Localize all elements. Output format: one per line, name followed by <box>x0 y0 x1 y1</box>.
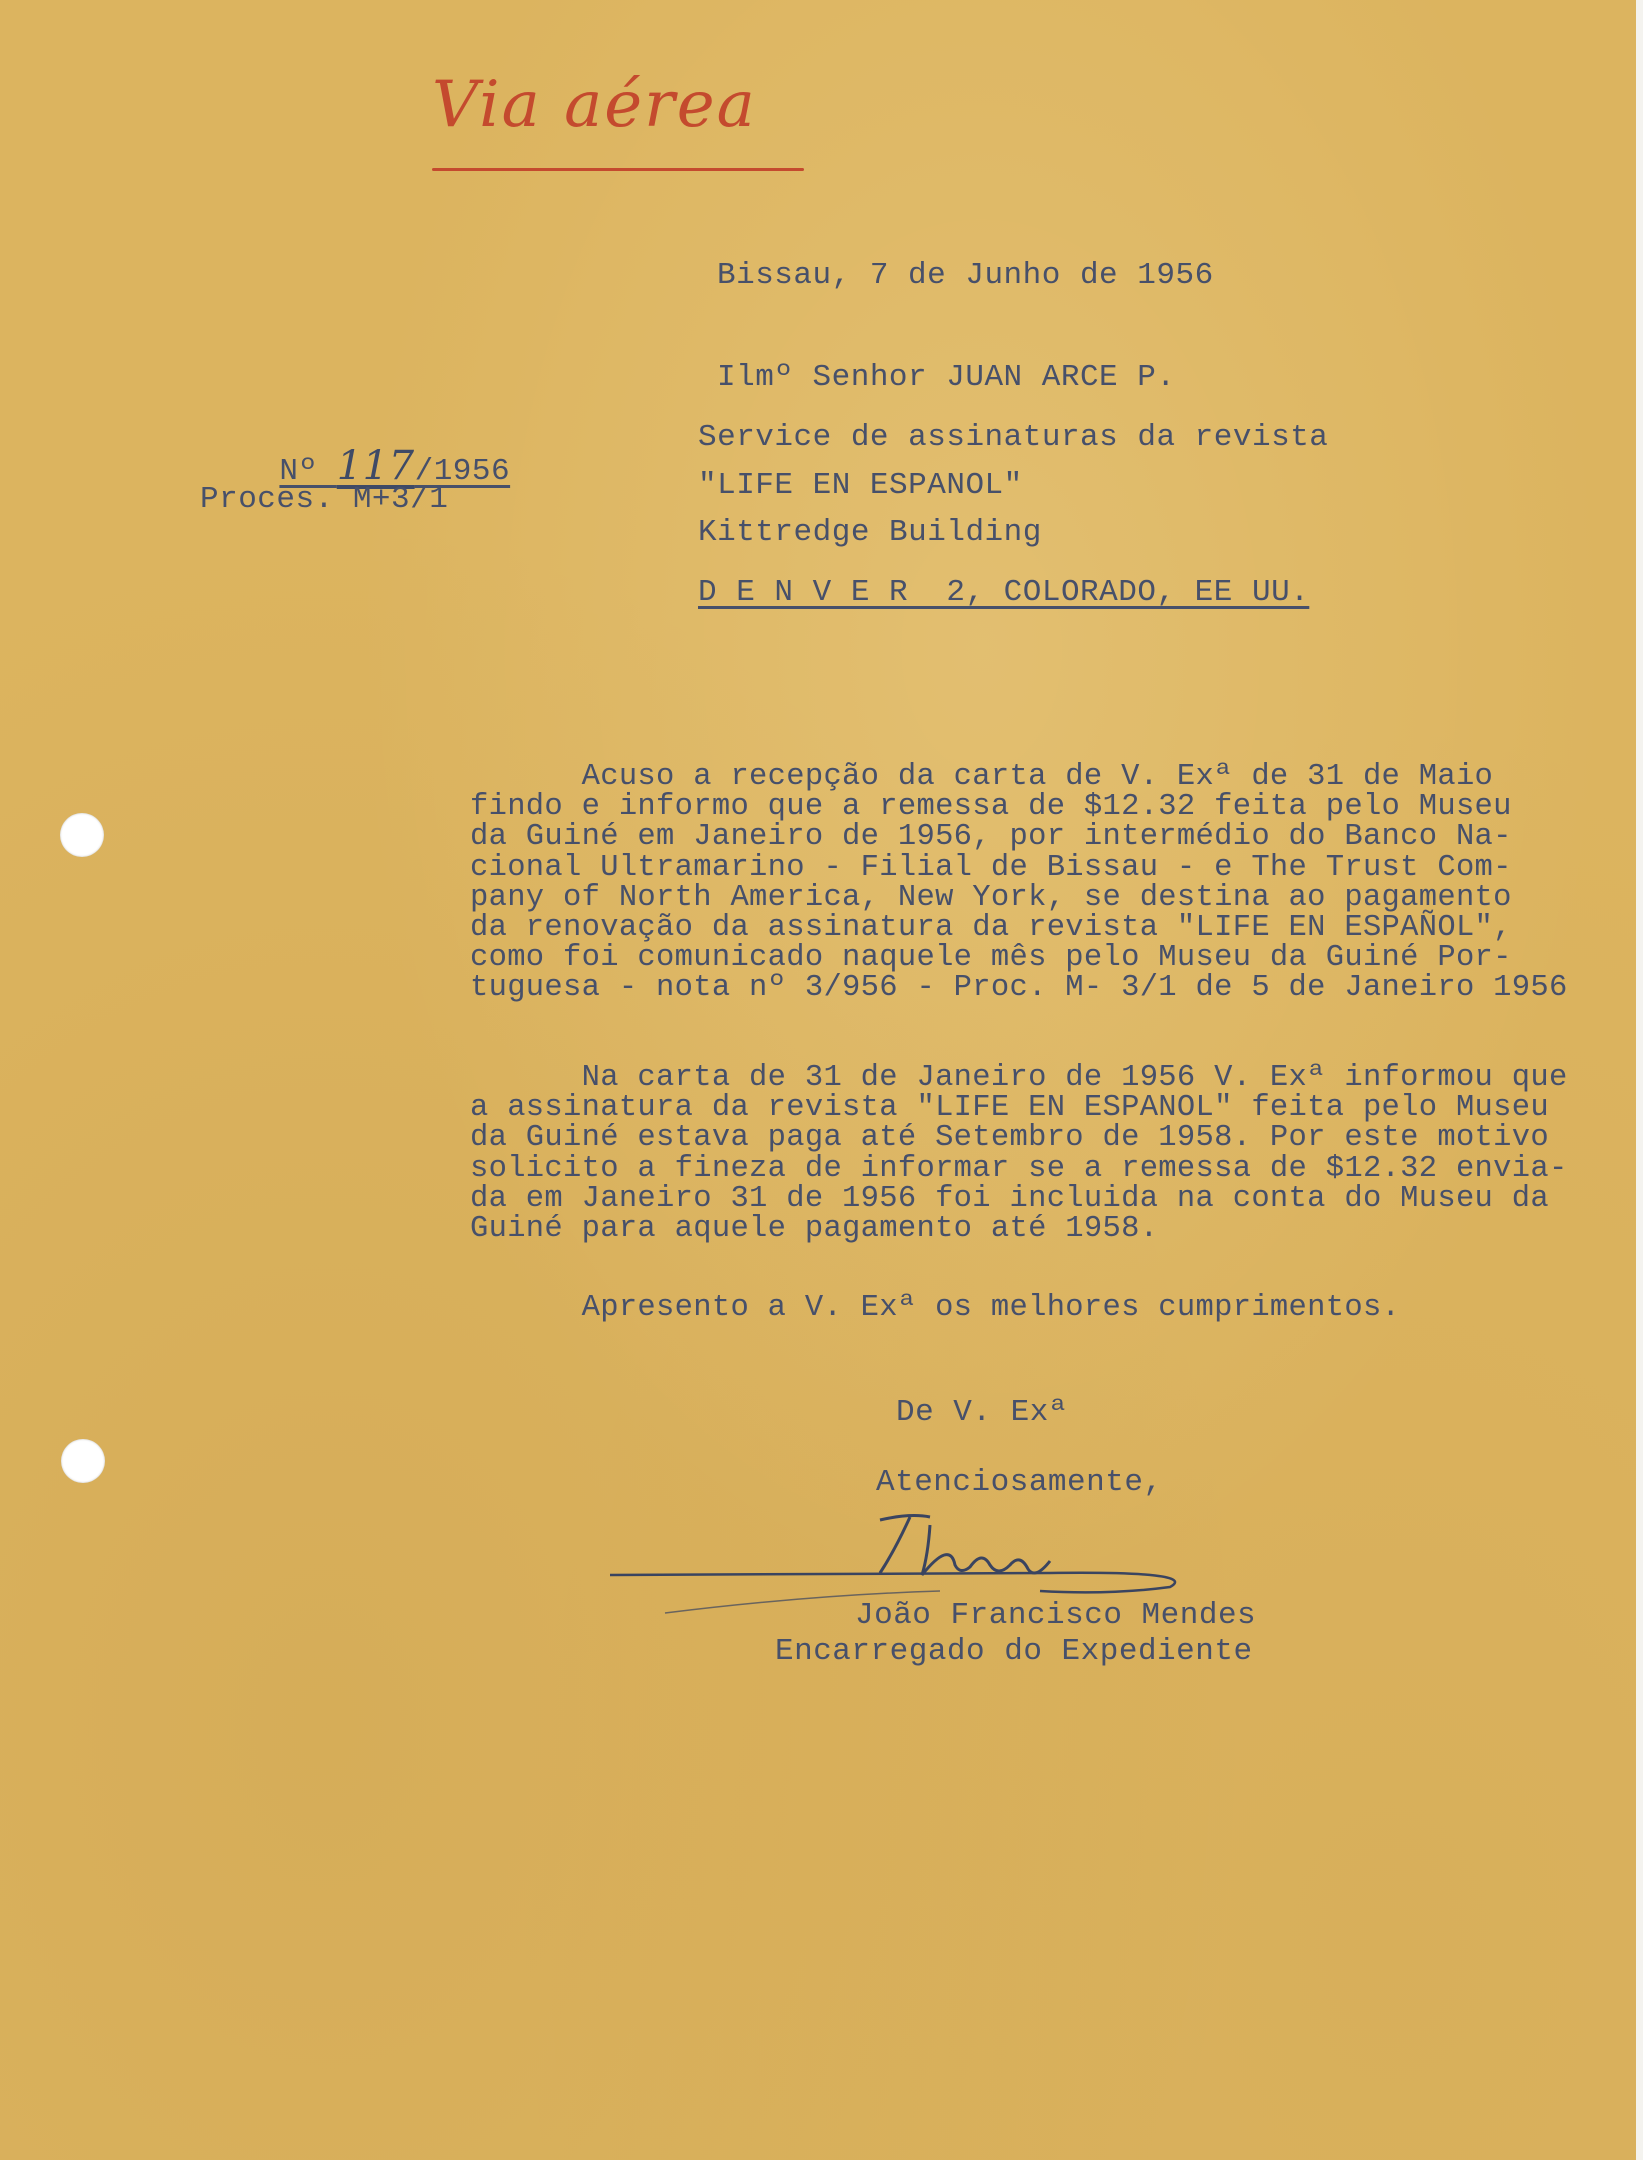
body-paragraph-2: Na carta de 31 de Janeiro de 1956 V. Exª informou que a assinatura da revista "LIFE EN ESPANOL" feita pelo Museu da Guiné estava paga até Setembro de 1958. Por este motivo solicito a fineza de informar se a remessa de $12.32 envia- da em Janeiro 31 de 1956 foi incluida na conta do Museu da Guiné para aquele pagamento até 1958. <box>470 1061 1568 1247</box>
recipient-salutation: Ilmº Senhor JUAN ARCE P. <box>717 360 1176 395</box>
handwritten-airmail-note: Via aérea <box>432 68 757 142</box>
signoff-greeting: Atenciosamente, <box>876 1465 1163 1500</box>
recipient-department: Service de assinaturas da revista <box>698 420 1329 455</box>
recipient-city: D E N V E R 2, COLORADO, EE UU. <box>698 575 1310 610</box>
handwritten-signature <box>610 1495 1210 1615</box>
process-reference: Proces. M+3/1 <box>200 482 449 517</box>
date-line: Bissau, 7 de Junho de 1956 <box>717 258 1214 293</box>
reference-prefix: Nº <box>279 454 337 489</box>
recipient-magazine: "LIFE EN ESPANOL" <box>698 468 1023 503</box>
signatory-name: João Francisco Mendes <box>855 1598 1257 1633</box>
body-closing: Apresento a V. Exª os melhores cumprimentos. <box>470 1291 1401 1325</box>
signoff-address: De V. Exª <box>896 1395 1068 1430</box>
scan-margin <box>1636 0 1643 2160</box>
reference-number-handwritten: 117 <box>336 443 415 489</box>
body-paragraph-1: Acuso a recepção da carta de V. Exª de 31 de Maio findo e informo que a remessa de $12.32 feita pelo Museu da Guiné em Janeiro de 1956, por intermédio do Banco Na- cional Ultramarino - Filial de Bissau - e The Trust Com- pany of North America, New York, se destina ao pagamento da renovação da assinatura da revista "LIFE EN ESPAÑOL", como foi comunicado naquele mês pelo Museu da Guiné Por- tuguesa - nota nº 3/956 - Proc. M- 3/1 de 5 de Janeiro 1956 <box>470 760 1568 1006</box>
punch-hole-top <box>60 813 104 857</box>
recipient-building: Kittredge Building <box>698 515 1042 550</box>
reference-year: /1956 <box>414 454 511 489</box>
punch-hole-bottom <box>61 1439 105 1483</box>
airmail-note-underline <box>432 168 804 171</box>
signatory-title: Encarregado do Expediente <box>775 1634 1253 1669</box>
